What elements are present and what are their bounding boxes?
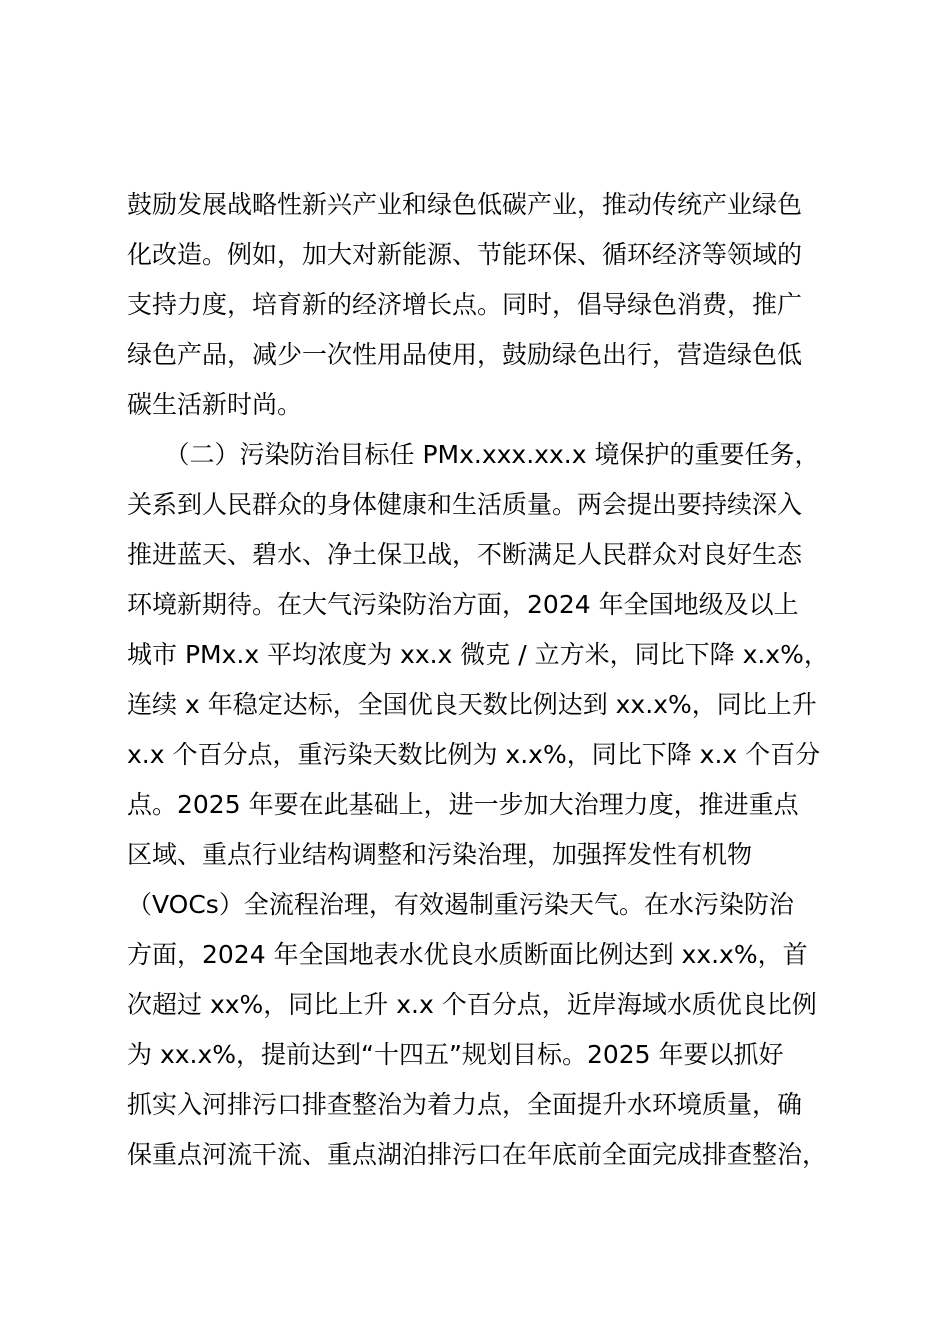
text-line: 连续 x 年稳定达标，全国优良天数比例达到 xx.x%，同比上升 xyxy=(127,690,817,719)
text-line: 区域、重点行业结构调整和污染治理，加强挥发性有机物 xyxy=(127,840,753,869)
text-line: 抓实入河排污口排查整治为着力点，全面提升水环境质量，确 xyxy=(127,1090,803,1119)
text-line: 推进蓝天、碧水、净土保卫战，不断满足人民群众对良好生态 xyxy=(127,540,803,569)
text-line: 碳生活新时尚。 xyxy=(127,390,303,419)
text-line: （VOCs）全流程治理，有效遏制重污染天气。在水污染防治 xyxy=(127,890,794,919)
text-line: x.x 个百分点，重污染天数比例为 x.x%，同比下降 x.x 个百分 xyxy=(127,740,821,769)
body-text xyxy=(127,180,837,1180)
text-line: 城市 PMx.x 平均浓度为 xx.x 微克 / 立方米，同比下降 x.x%， xyxy=(127,640,829,669)
text-line: 为 xx.x%，提前达到“十四五”规划目标。2025 年要以抓好 xyxy=(127,1040,784,1069)
section-heading-line: （二）污染防治目标任 PMx.xxx.xx.x 境保护的重要任务， xyxy=(127,440,820,469)
text-line: 点。2025 年要在此基础上，进一步加大治理力度，推进重点 xyxy=(127,790,799,819)
text-line: 支持力度，培育新的经济增长点。同时，倡导绿色消费，推广 xyxy=(127,290,803,319)
text-line: 鼓励发展战略性新兴产业和绿色低碳产业，推动传统产业绿色 xyxy=(127,190,803,219)
text-line: 环境新期待。在大气污染防治方面，2024 年全国地级及以上 xyxy=(127,590,799,619)
text-line: 化改造。例如，加大对新能源、节能环保、循环经济等领域的 xyxy=(127,240,803,269)
text-line: 保重点河流干流、重点湖泊排污口在年底前全面完成排查整治， xyxy=(127,1140,828,1169)
text-line: 方面，2024 年全国地表水优良水质断面比例达到 xx.x%，首 xyxy=(127,940,808,969)
text-line: 关系到人民群众的身体健康和生活质量。两会提出要持续深入 xyxy=(127,490,803,519)
text-line: 次超过 xx%，同比上升 x.x 个百分点，近岸海域水质优良比例 xyxy=(127,990,817,1019)
text-line: 绿色产品，减少一次性用品使用，鼓励绿色出行，营造绿色低 xyxy=(127,340,803,369)
